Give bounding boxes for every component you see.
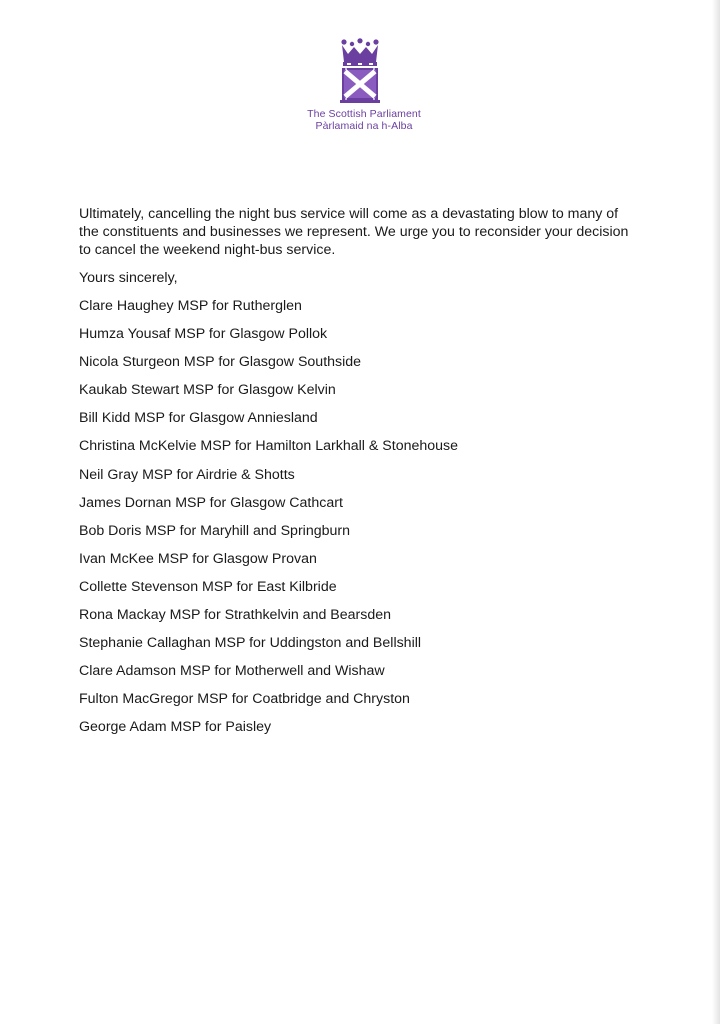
signatory: Kaukab Stewart MSP for Glasgow Kelvin (79, 382, 336, 399)
signatory: Rona Mackay MSP for Strathkelvin and Bearsden (79, 607, 392, 624)
signatory: Fulton MacGregor MSP for Coatbridge and Chryston (79, 691, 410, 708)
closing-salutation: Yours sincerely, (79, 270, 178, 286)
letterhead (0, 38, 720, 132)
signatory-list (79, 297, 639, 747)
org-name-english: The Scottish Parliament (307, 108, 421, 120)
signatory: Ivan McKee MSP for Glasgow Provan (79, 550, 317, 567)
signatory: Collette Stevenson MSP for East Kilbride (79, 578, 337, 595)
signatory: Clare Adamson MSP for Motherwell and Wishaw (79, 663, 385, 680)
org-name-gaelic: Pàrlamaid na h-Alba (315, 120, 413, 132)
signatory: James Dornan MSP for Glasgow Cathcart (79, 494, 343, 511)
page-edge (712, 0, 720, 1024)
signatory: Neil Gray MSP for Airdrie & Shotts (79, 466, 295, 483)
signatory: Nicola Sturgeon MSP for Glasgow Southside (79, 354, 362, 371)
signatory: Clare Haughey MSP for Rutherglen (79, 298, 302, 314)
signatory: Stephanie Callaghan MSP for Uddingston and Bellshill (79, 635, 422, 652)
scottish-parliament-crest-icon (338, 38, 382, 104)
signatory: Bob Doris MSP for Maryhill and Springburn (79, 522, 350, 539)
signatory: Humza Yousaf MSP for Glasgow Pollok (79, 326, 328, 343)
signatory: George Adam MSP for Paisley (79, 719, 272, 736)
signatory: Christina McKelvie MSP for Hamilton Larkhall & Stonehouse (79, 438, 459, 455)
body-paragraph: Ultimately, cancelling the night bus service will come as a devastating blow to many of the constituents and businesses we represent. We urge you to reconsider your decision to cancel the weekend night-bus service. (79, 206, 629, 258)
letter-body (79, 205, 639, 747)
signatory: Bill Kidd MSP for Glasgow Anniesland (79, 410, 318, 427)
